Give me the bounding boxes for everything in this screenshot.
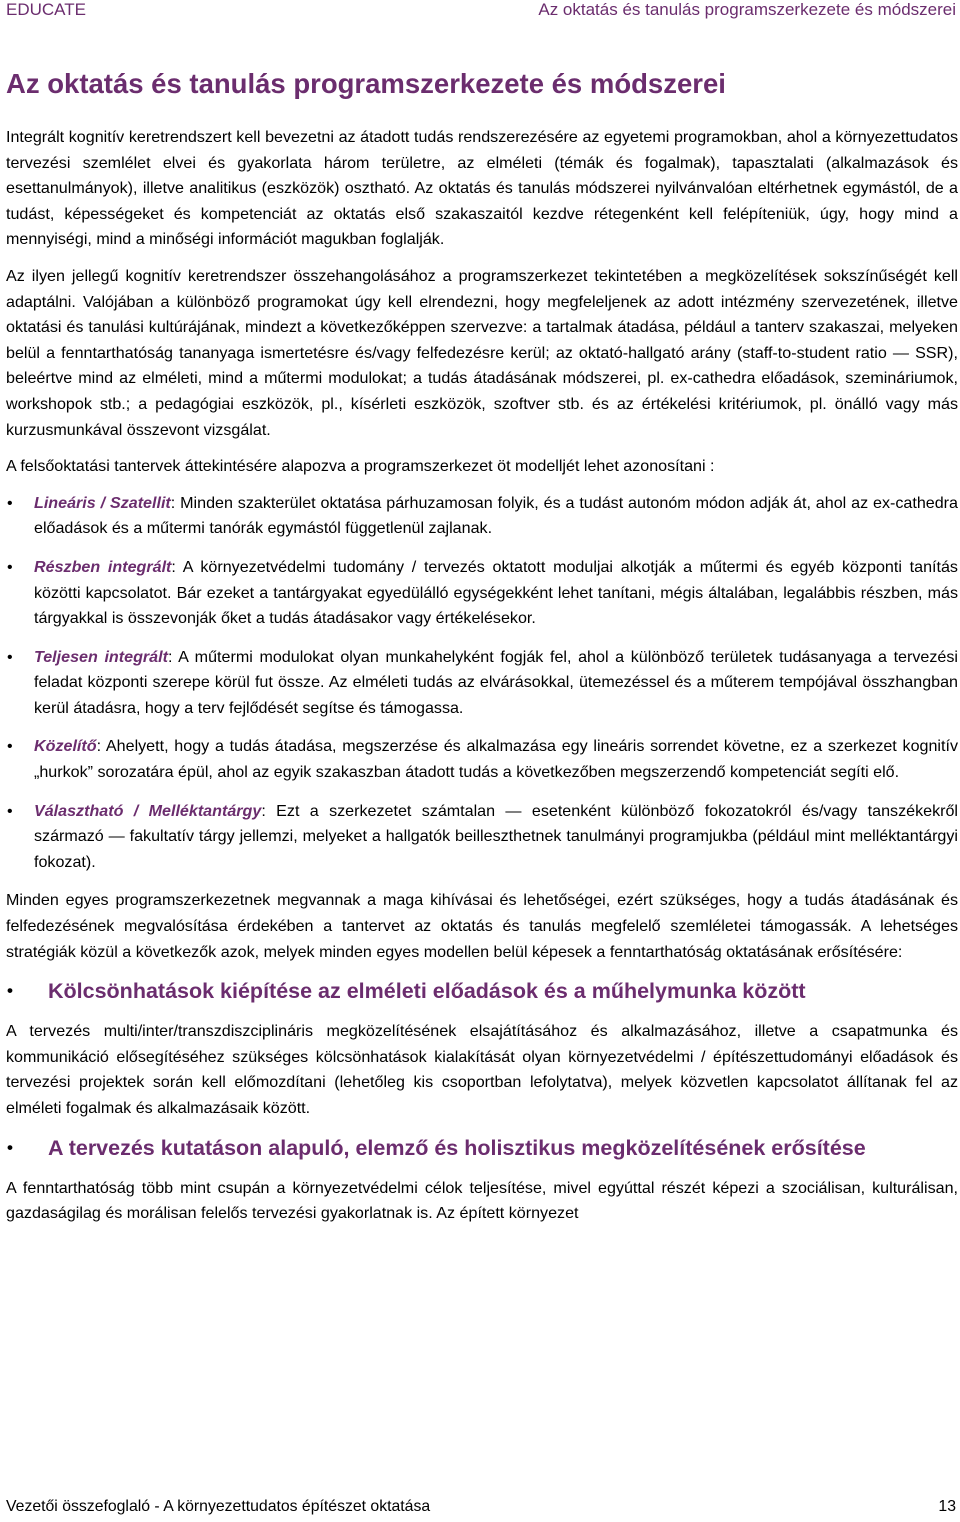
strategies-intro-paragraph: Minden egyes programszerkezetnek megvannak a maga kihívásai és lehetőségei, ezért szükséges, hogy a tudás átadásának és felfedezésének megvalósítása érdekében a tantervet az oktatás és tanulás megfelelő szemléletei támogassák. A lehetséges stratégiák közül a következők azok, melyek minden egyes modellen belül képesek a fenntarthatóság oktatásának erősítésére: [6,891,958,961]
bullet-icon: • [7,494,13,512]
bullet-icon: • [7,802,13,820]
structure-types-list [6,491,958,876]
bullet-icon: • [7,648,13,666]
list-item-text: : Ahelyett, hogy a tudás átadása, megszerzése és alkalmazása egy lineáris sorrendet követne, ez a szerkezet kognitív „hurkok” sorozatára épül, ahol az egyik szakaszban átadott tudás a következőben megszerzendő kompetenciát segíti elő. [34,737,958,782]
list-item [6,645,958,722]
list-item-term: Részben integrált [34,557,172,576]
section-paragraph: A fenntarthatóság több mint csupán a környezetvédelmi célok teljesítése, mivel egyúttal részét képezi a szociálisan, kulturálisan, gazdaságilag és morálisan felelős tervezési gyakorlatnak is. Az épített környezet [6,1178,958,1223]
list-item-text: : A környezetvédelmi tudomány / tervezés oktatott moduljai alkotják a műtermi és egyéb központi tanítás közötti kapcsolatot. Bár ezeket a tantárgyakat egyedülálló egységekként lehet tanítani, mégis általában, legalábbis részben, más tárgyakkal is összevonják őket a tudás átadásakor vagy értékelésekor. [34,557,958,628]
running-header-left: EDUCATE [6,0,86,19]
list-item-term: Lineáris / Szatellit [34,493,171,512]
running-header-right: Az oktatás és tanulás programszerkezete és módszerei [538,0,956,19]
bullet-icon: • [7,558,13,576]
intro-paragraph-1: Integrált kognitív keretrendszert kell bevezetni az átadott tudás rendszerezésére az egyetemi programokban, ahol a környezettudatos tervezési szemlélet elvei és gyakorlata három területre, az elméleti (témák és fogalmak), tapasztalati (alkalmazások és esettanulmányok), illetve analitikus (eszközök) osztható. Az oktatás és tanulás módszerei nyilvánvalóan eltérhetnek egymástól, de a tudást, képességeket és kompetenciát az oktatás első szakaszaitól kezdve rétegenként kell felépíteniük, úgy, hogy mind a mennyiségi, mind a minőségi információt magukban foglalják. [6,128,958,249]
list-item [6,555,958,632]
list-item-text: : A műtermi modulokat olyan munkahelyként fogják fel, ahol a különböző területek tudásanyaga a tervezési feladat központi szerepe körül fut össze. Az elméleti tudás az elvárásokkal, ütemezéssel és a műterem tempójával összhangban kerül átadásra, hogy a terv fejlődését segítse és támogassa. [34,647,958,717]
list-item-text: : Minden szakterület oktatása párhuzamosan folyik, és a tudást autonóm módon adják át, ahol az ex-cathedra előadások és a műtermi tanórák egymástól függetlenül zajlanak. [34,493,958,538]
section-heading [6,977,958,1005]
section-heading-text: Kölcsönhatások kiépítése az elméleti előadások és a műhelymunka között [48,979,806,1004]
list-item-term: Választható / Melléktantárgy [34,801,262,820]
bullet-icon: • [7,981,13,1001]
main-content [6,125,958,1238]
bullet-icon: • [7,738,13,756]
intro-paragraph-3: A felsőoktatási tantervek áttekintésére alapozva a programszerkezet öt modelljét lehet azonosítani : [6,457,715,476]
page-number: 13 [938,1498,956,1515]
page-title: Az oktatás és tanulás programszerkezete és módszerei [6,68,726,99]
intro-paragraph-2: Az ilyen jellegű kognitív keretrendszer összehangolásához a programszerkezet tekintetében a megközelítések sokszínűségét kell adaptálni. Valójában a különböző programokat úgy kell elrendezni, hogy megfeleljenek az adott intézmény szervezetének, illetve oktatási és tanulási kultúrájának, mindezt a következőképpen szervezve: a tartalmak átadása, például a tanterv szakaszai, melyeken belül a fenntarthatóság tananyaga ismertetésre és/vagy felfedezésre kerül; az oktató-hallgató arány (staff-to-student ratio — SSR), beleértve mind az elméleti, mind a műtermi modulokat; a tudás átadásának módszerei, pl. ex-cathedra előadások, szemináriumok, workshopok stb.; a pedagógiai eszközök, pl., kísérleti eszközök, szoftver stb. és az értékelési kritériumok, pl. önálló vagy más kurzusmunkával összevont vizsgálat. [6,266,958,439]
bullet-icon: • [7,1137,13,1157]
list-item [6,799,958,876]
section-heading [6,1134,958,1162]
footer-title: Vezetői összefoglaló - A környezettudatos építészet oktatása [6,1498,431,1515]
section-paragraph: A tervezés multi/inter/transzdiszciplináris megközelítésének elsajátításához és alkalmazásához, illetve a csapatmunka és kommunikáció elősegítéséhez szükséges kölcsönhatások kialakítását olyan környezetvédelmi / építészettudományi előadások és tervezési projektek során kell előmozdítani (lehetőleg kis csoportban lefolytatva), melyek közvetlen kapcsolatot állítanak fel az elméleti fogalmak és alkalmazásaik között. [6,1022,958,1117]
section-heading-text: A tervezés kutatáson alapuló, elemző és holisztikus megközelítésének erősítése [48,1135,866,1160]
list-item [6,491,958,542]
list-item [6,734,958,785]
list-item-text: : Ezt a szerkezetet számtalan — esetenként különböző fokozatokról és/vagy tanszékekről származó — fakultatív tárgy jellemzi, melyeket a hallgatók beilleszthetnek tanulmányi programjukba (például mint melléktantárgyi fokozat). [34,801,958,871]
list-item-term: Teljesen integrált [34,647,168,666]
list-item-term: Közelítő [34,737,97,756]
